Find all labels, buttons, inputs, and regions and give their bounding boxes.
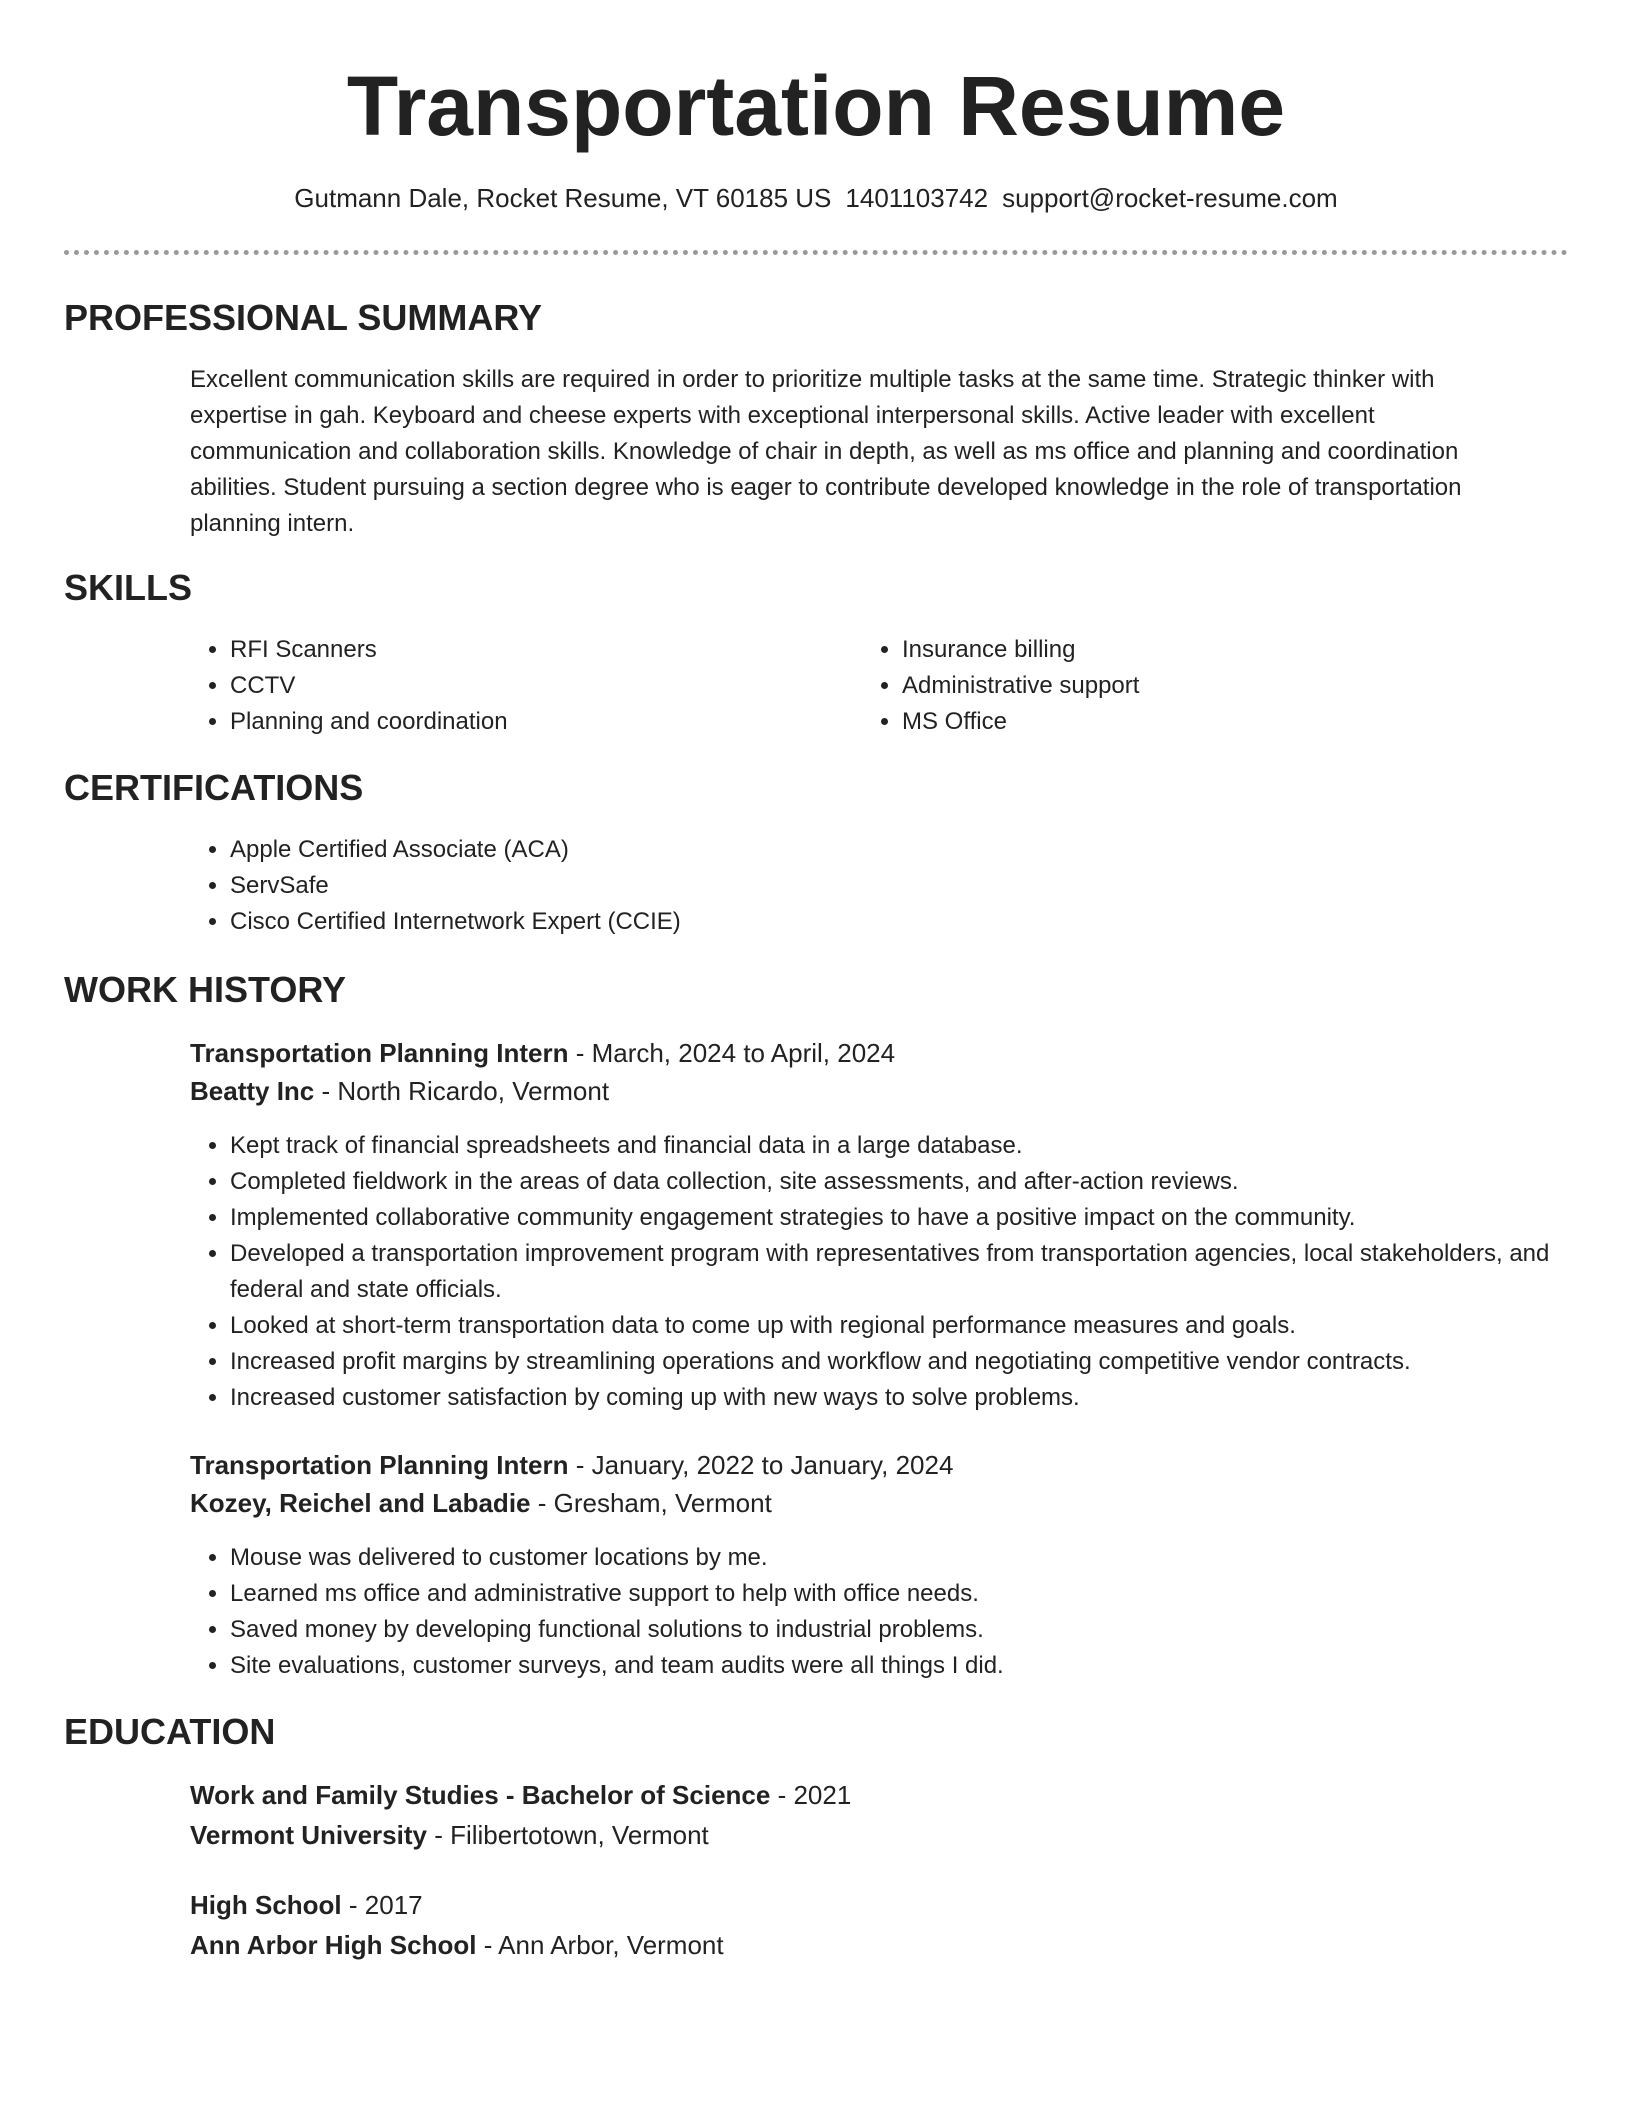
skills-list-left — [186, 632, 790, 740]
job-bullet: • Increased profit margins by streamlining operations and workflow and negotiating competitive vendor contracts. — [230, 1344, 1610, 1380]
header-divider — [64, 250, 1568, 255]
job-bullet: • Completed fieldwork in the areas of data collection, site assessments, and after-action reviews. — [230, 1164, 1610, 1200]
education-location: - Filibertotown, Vermont — [426, 1820, 709, 1850]
job-bullet: • Implemented collaborative community engagement strategies to have a positive impact on the community. — [230, 1200, 1610, 1236]
certifications-heading: CERTIFICATIONS — [64, 767, 364, 808]
education-year: - 2021 — [770, 1780, 852, 1810]
job-company-line — [190, 1484, 772, 1522]
job-bullet: • Kept track of financial spreadsheets and financial data in a large database. — [230, 1128, 1610, 1164]
contact-line — [0, 180, 1632, 216]
education-school-line — [190, 1816, 709, 1854]
skills-list-right — [858, 632, 1462, 740]
work-history-heading: WORK HISTORY — [64, 969, 347, 1010]
education-school-line — [190, 1926, 724, 1964]
summary-text: Excellent communication skills are required in order to prioritize multiple tasks at the same time. Strategic thinker with expertise in gah. Keyboard and cheese experts with exceptional interpersonal skills. Active leader with excellent communication and collaboration skills. Knowledge of chair in depth, as well as ms office and planning and coordination abilities. Student pursuing a section degree who is eager to contribute developed knowledge in the role of transportation planning intern. — [190, 366, 1462, 537]
certification-item: • ServSafe — [230, 868, 1430, 904]
summary-heading: PROFESSIONAL SUMMARY — [64, 297, 543, 338]
job-title-line — [190, 1446, 953, 1484]
job-bullet: • Increased customer satisfaction by coming up with new ways to solve problems. — [230, 1380, 1610, 1416]
education-year: - 2017 — [341, 1890, 423, 1920]
education-degree: Work and Family Studies - Bachelor of Science — [190, 1780, 771, 1810]
education-school: Vermont University — [190, 1820, 427, 1850]
certification-item: • Apple Certified Associate (ACA) — [230, 832, 1430, 868]
education-heading: EDUCATION — [64, 1711, 276, 1752]
skill-item: • RFI Scanners — [230, 632, 790, 668]
education-school: Ann Arbor High School — [190, 1930, 477, 1960]
education-location: - Ann Arbor, Vermont — [476, 1930, 724, 1960]
job-bullets — [186, 1540, 1610, 1684]
skill-item: • Planning and coordination — [230, 704, 790, 740]
job-bullet: • Site evaluations, customer surveys, and team audits were all things I did. — [230, 1648, 1610, 1684]
job-location: - Gresham, Vermont — [530, 1488, 772, 1518]
skill-item: • Insurance billing — [902, 632, 1462, 668]
skill-item: • Administrative support — [902, 668, 1462, 704]
skill-item: • MS Office — [902, 704, 1462, 740]
job-bullet: • Saved money by developing functional solutions to industrial problems. — [230, 1612, 1610, 1648]
certification-item: • Cisco Certified Internetwork Expert (CCIE) — [230, 904, 1430, 940]
skill-item: • CCTV — [230, 668, 790, 704]
job-title: Transportation Planning Intern — [190, 1450, 569, 1480]
contact-email: support@rocket-resume.com — [1002, 183, 1338, 213]
job-bullet: • Developed a transportation improvement program with representatives from transportation agencies, local stakeholders, and federal and state officials. — [230, 1236, 1610, 1308]
resume-title: Transportation Resume — [346, 59, 1286, 153]
contact-address: Gutmann Dale, Rocket Resume, VT 60185 US — [294, 183, 832, 213]
job-company-line — [190, 1072, 609, 1110]
job-bullet: • Looked at short-term transportation data to come up with regional performance measures and goals. — [230, 1308, 1610, 1344]
job-location: - North Ricardo, Vermont — [314, 1076, 610, 1106]
education-degree-line — [190, 1886, 423, 1924]
education-degree: High School — [190, 1890, 342, 1920]
job-title: Transportation Planning Intern — [190, 1038, 569, 1068]
job-bullets — [186, 1128, 1610, 1416]
job-company: Beatty Inc — [190, 1076, 315, 1106]
job-bullet: • Learned ms office and administrative support to help with office needs. — [230, 1576, 1610, 1612]
job-dates: - March, 2024 to April, 2024 — [568, 1038, 896, 1068]
certifications-list — [186, 832, 1430, 940]
skills-heading: SKILLS — [64, 567, 193, 608]
job-dates: - January, 2022 to January, 2024 — [568, 1450, 954, 1480]
job-title-line — [190, 1034, 895, 1072]
contact-phone: 1401103742 — [845, 183, 989, 213]
job-company: Kozey, Reichel and Labadie — [190, 1488, 531, 1518]
education-degree-line — [190, 1776, 851, 1814]
job-bullet: • Mouse was delivered to customer locations by me. — [230, 1540, 1610, 1576]
